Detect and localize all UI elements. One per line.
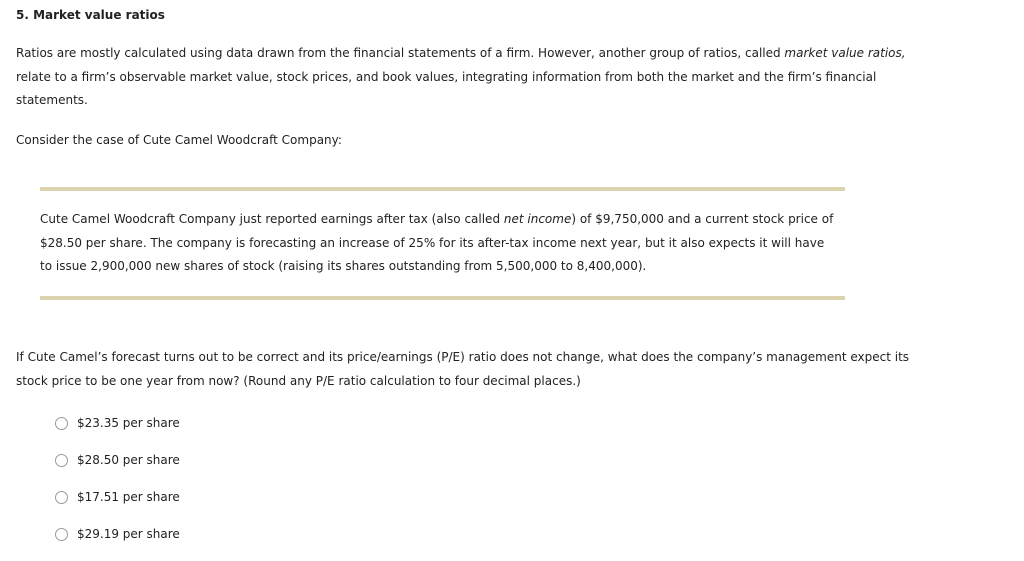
- case-bottom-divider: [40, 296, 845, 300]
- intro-text-2: relate to a firm’s observable market value, stock prices, and book values, integrating information from both the market and the firm’s financial statements.: [16, 69, 877, 107]
- intro-paragraph: [16, 42, 916, 113]
- answer-option-3[interactable]: [55, 488, 180, 506]
- answer-option-label: $17.51 per share: [77, 490, 180, 504]
- answer-option-4[interactable]: [55, 525, 180, 543]
- case-text-1: Cute Camel Woodcraft Company just reported earnings after tax (also called: [40, 212, 504, 226]
- answer-option-1[interactable]: [55, 414, 180, 432]
- radio-button-icon[interactable]: [55, 528, 68, 541]
- radio-button-icon[interactable]: [55, 417, 68, 430]
- answer-option-label: $29.19 per share: [77, 527, 180, 541]
- question-prompt: If Cute Camel’s forecast turns out to be correct and its price/earnings (P/E) ratio does not change, what does the company’s management expect its stock price to be one year from now? (Round any P/E ratio calculation to four decimal places.): [16, 350, 910, 388]
- intro-text-1: Ratios are mostly calculated using data drawn from the financial statements of a firm. However, another group of ratios, called: [16, 46, 785, 60]
- case-text-2: ) of $9,750,000 and a current stock price of $28.50 per share. The company is forecasting an increase of 25% for its after-tax income next year, but it also expects it will have to issue 2,900,000 new shares of stock (raising its shares outstanding from 5,500,000 to 8,400,000).: [40, 212, 834, 273]
- case-emphasis: net income: [503, 212, 572, 226]
- intro-emphasis: market value ratios,: [784, 46, 906, 60]
- case-description: [40, 208, 840, 279]
- question-heading: 5. Market value ratios: [16, 8, 165, 22]
- case-top-divider: [40, 187, 845, 191]
- answer-option-label: $28.50 per share: [77, 453, 180, 467]
- answer-option-label: $23.35 per share: [77, 416, 180, 430]
- radio-button-icon[interactable]: [55, 454, 68, 467]
- answer-option-2[interactable]: [55, 451, 180, 469]
- case-intro-line: Consider the case of Cute Camel Woodcraft Company:: [16, 133, 342, 147]
- radio-button-icon[interactable]: [55, 491, 68, 504]
